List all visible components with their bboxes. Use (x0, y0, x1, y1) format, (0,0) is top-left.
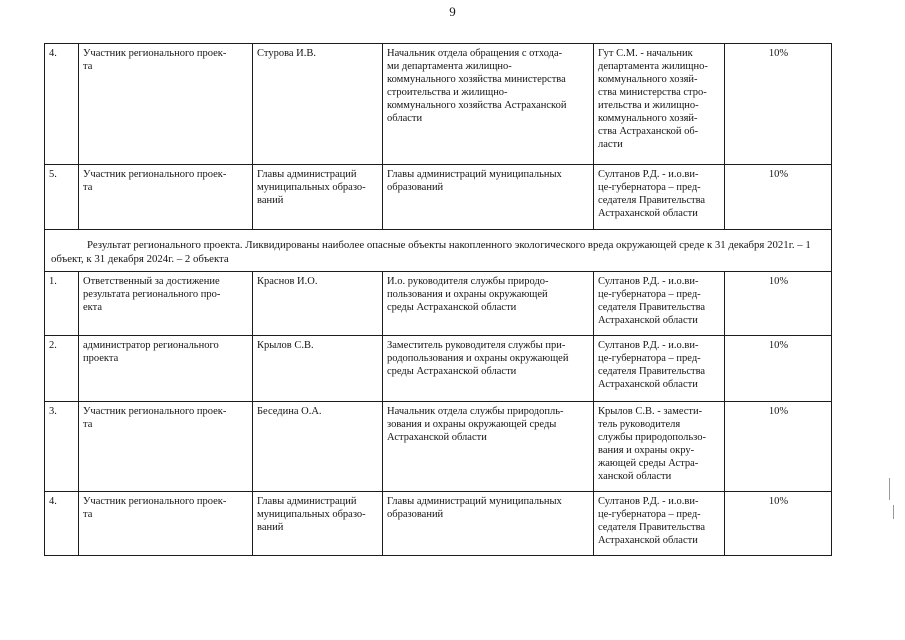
row-number: 3. (45, 402, 79, 492)
project-participants-table (44, 43, 832, 556)
supervisor-cell: Крылов С.В. - замести- тель руководителя службы природопользо- вания и охраны окру- жающей среды Астра- ханской области (594, 402, 725, 492)
row-number: 4. (45, 44, 79, 165)
table-row (45, 272, 832, 336)
position-cell: Главы администраций муниципальных образований (383, 492, 594, 556)
table-row (45, 165, 832, 230)
row-number: 1. (45, 272, 79, 336)
page-number: 9 (449, 4, 456, 19)
share-cell: 10% (725, 402, 832, 492)
supervisor-cell: Султанов Р.Д. - и.о.ви- це-губернатора – пред- седателя Правительства Астраханской области (594, 272, 725, 336)
role-cell: администратор регионального проекта (79, 336, 253, 402)
table-row (45, 44, 832, 165)
row-number: 5. (45, 165, 79, 230)
result-row (45, 230, 832, 272)
position-cell: Начальник отдела службы природопль- зования и охраны окружающей среды Астраханской области (383, 402, 594, 492)
position-cell: Заместитель руководителя службы при- родопользования и охраны окружающей среды Астраханской области (383, 336, 594, 402)
supervisor-cell: Гут С.М. - начальник департамента жилищно- коммунального хозяй- ства министерства стро- ительства и жилищно- коммунального хозяй- ства Астраханской об- ласти (594, 44, 725, 165)
row-number: 4. (45, 492, 79, 556)
role-cell: Участник регионального проек- та (79, 492, 253, 556)
table-row (45, 402, 832, 492)
name-cell: Краснов И.О. (253, 272, 383, 336)
role-cell: Ответственный за достижение результата регионального про- екта (79, 272, 253, 336)
supervisor-cell: Султанов Р.Д. - и.о.ви- це-губернатора – пред- седателя Правительства Астраханской области (594, 336, 725, 402)
role-cell: Участник регионального проек- та (79, 402, 253, 492)
share-cell: 10% (725, 165, 832, 230)
result-text: Результат регионального проекта. Ликвидированы наиболее опасные объекты накопленного экологического вреда окружающей среде к 31 декабря 2021г. – 1 объект, к 31 декабря 2024г. – 2 объекта (45, 230, 832, 272)
share-cell: 10% (725, 44, 832, 165)
position-cell: И.о. руководителя службы природо- пользования и охраны окружающей среды Астраханской области (383, 272, 594, 336)
role-cell: Участник регионального проек- та (79, 165, 253, 230)
supervisor-cell: Султанов Р.Д. - и.о.ви- це-губернатора – пред- седателя Правительства Астраханской области (594, 492, 725, 556)
name-cell: Главы администраций муниципальных образо- ваний (253, 165, 383, 230)
role-cell: Участник регионального проек- та (79, 44, 253, 165)
share-cell: 10% (725, 272, 832, 336)
share-cell: 10% (725, 492, 832, 556)
table-row (45, 336, 832, 402)
name-cell: Главы администраций муниципальных образо- ваний (253, 492, 383, 556)
table-row (45, 492, 832, 556)
position-cell: Начальник отдела обращения с отхода- ми департамента жилищно- коммунального хозяйства министерства строительства и жилищно- коммунального хозяйства Астраханской области (383, 44, 594, 165)
position-cell: Главы администраций муниципальных образований (383, 165, 594, 230)
share-cell: 10% (725, 336, 832, 402)
scan-artifact (889, 478, 890, 500)
supervisor-cell: Султанов Р.Д. - и.о.ви- це-губернатора – пред- седателя Правительства Астраханской области (594, 165, 725, 230)
name-cell: Стурова И.В. (253, 44, 383, 165)
name-cell: Крылов С.В. (253, 336, 383, 402)
row-number: 2. (45, 336, 79, 402)
name-cell: Беседина О.А. (253, 402, 383, 492)
scan-artifact (893, 505, 894, 519)
